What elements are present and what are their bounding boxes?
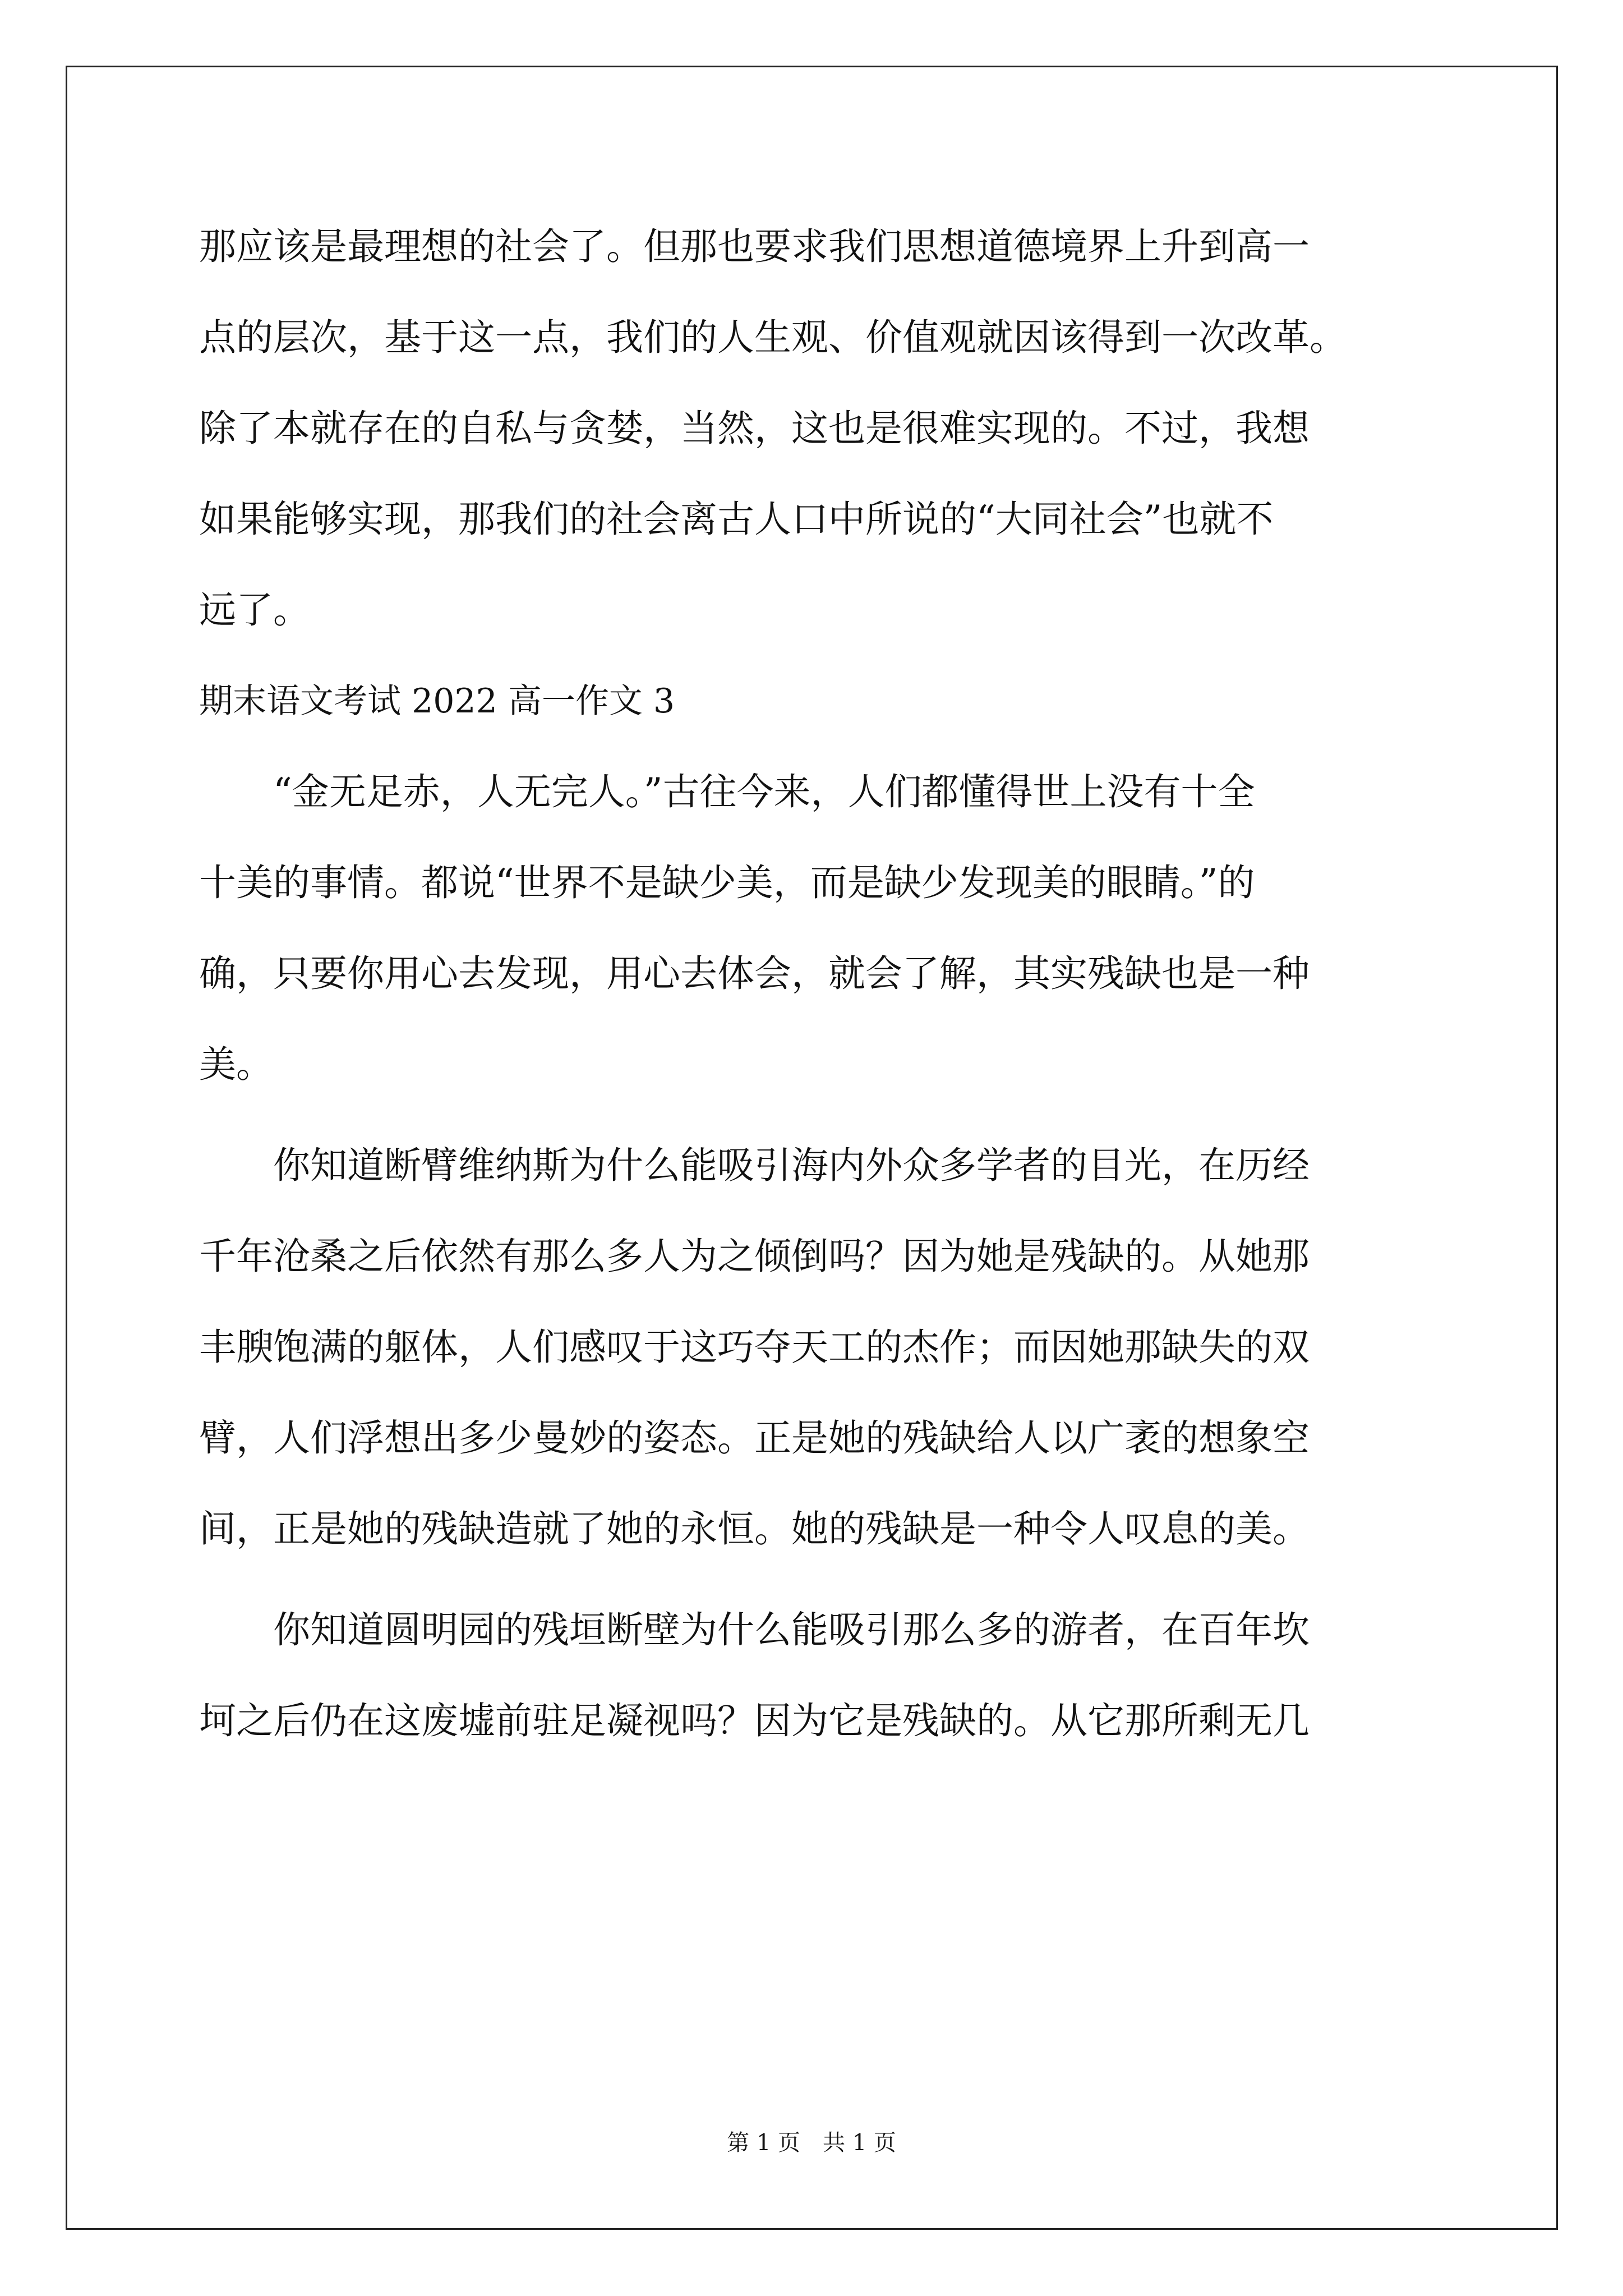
text-line-3: 除了本就存在的自私与贪婪，当然，这也是很难实现的。不过，我想: [199, 407, 1310, 450]
text-line-14: 臂，人们浮想出多少曼妙的姿态。正是她的残缺给人以广袤的想象空: [199, 1416, 1310, 1460]
page-footer: 第 1 页 共 1 页: [727, 2130, 896, 2156]
text-line-8: 十美的事情。都说“世界不是缺少美，而是缺少发现美的眼睛。”的: [199, 861, 1255, 904]
text-line-7: “金无足赤，人无完人。”古往今来，人们都懂得世上没有十全: [199, 770, 1255, 813]
text-line-15: 间，正是她的残缺造就了她的永恒。她的残缺是一种令人叹息的美。: [199, 1507, 1310, 1550]
text-line-16: 你知道圆明园的残垣断壁为什么能吸引那么多的游者，在百年坎: [199, 1608, 1310, 1651]
text-line-5: 远了。: [199, 588, 310, 632]
text-line-12: 千年沧桑之后依然有那么多人为之倾倒吗？因为她是残缺的。从她那: [199, 1235, 1310, 1278]
text-line-13: 丰腴饱满的躯体，人们感叹于这巧夺天工的杰作；而因她那缺失的双: [199, 1326, 1310, 1369]
text-line-9: 确，只要你用心去发现，用心去体会，就会了解，其实残缺也是一种: [199, 952, 1310, 995]
text-line-2: 点的层次，基于这一点，我们的人生观、价值观就因该得到一次改革。: [199, 316, 1347, 359]
section-heading: 期末语文考试 2022 高一作文 3: [199, 682, 675, 721]
text-line-17: 坷之后仍在这废墟前驻足凝视吗？因为它是残缺的。从它那所剩无几: [199, 1699, 1310, 1742]
text-line-10: 美。: [199, 1043, 273, 1086]
text-line-4: 如果能够实现，那我们的社会离古人口中所说的“大同社会”也就不: [199, 498, 1274, 541]
text-line-11: 你知道断臂维纳斯为什么能吸引海内外众多学者的目光，在历经: [199, 1144, 1310, 1187]
text-line-1: 那应该是最理想的社会了。但那也要求我们思想道德境界上升到高一: [199, 225, 1310, 268]
